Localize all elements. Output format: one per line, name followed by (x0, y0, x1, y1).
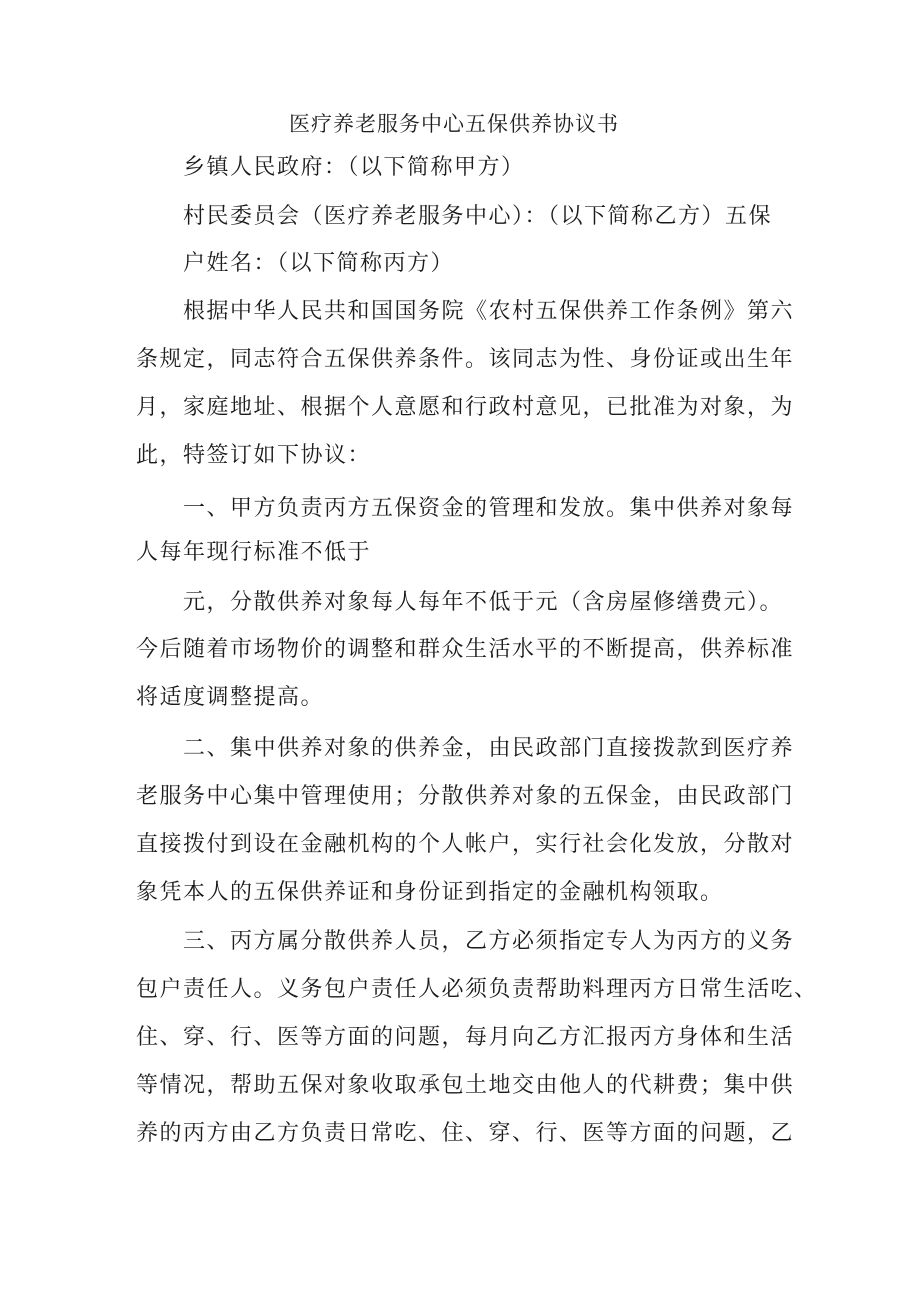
clause-3-line-3: 住、穿、行、医等方面的问题，每月向乙方汇报丙方身体和生活 (136, 1025, 795, 1050)
party-b-line: 村民委员会（医疗养老服务中心）：（以下简称乙方）五保 (183, 204, 773, 229)
clause-2-line-1: 二、集中供养对象的供养金，由民政部门直接拨款到医疗养 (183, 736, 795, 761)
clause-1-line-1: 一、甲方负责丙方五保资金的管理和发放。集中供养对象每 (183, 496, 795, 521)
preamble-line-4: 此，特签订如下协议： (136, 443, 372, 468)
clause-1-line-5: 将适度调整提高。 (136, 685, 325, 710)
preamble-line-1: 根据中华人民共和国国务院《农村五保供养工作条例》第六 (183, 299, 795, 324)
clause-1-line-4: 今后随着市场物价的调整和群众生活水平的不断提高，供养标准 (136, 637, 795, 662)
preamble-line-2: 条规定，同志符合五保供养条件。该同志为性、身份证或出生年 (136, 347, 795, 372)
clause-3-line-4: 等情况，帮助五保对象收取承包土地交由他人的代耕费；集中供 (136, 1073, 795, 1098)
preamble-line-3: 月，家庭地址、根据个人意愿和行政村意见，已批准为对象，为 (136, 395, 795, 420)
document-title: 医疗养老服务中心五保供养协议书 (289, 112, 619, 136)
clause-2-line-3: 直接拨付到设在金融机构的个人帐户，实行社会化发放，分散对 (136, 832, 795, 857)
clause-3-line-2: 包户责任人。义务包户责任人必须负责帮助料理丙方日常生活吃、 (136, 977, 818, 1002)
clause-2-line-2: 老服务中心集中管理使用；分散供养对象的五保金，由民政部门 (136, 784, 795, 809)
clause-3-line-5: 养的丙方由乙方负责日常吃、住、穿、行、医等方面的问题，乙 (136, 1121, 795, 1146)
clause-1-line-3: 元，分散供养对象每人每年不低于元（含房屋修缮费元）。 (183, 590, 784, 615)
clause-3-line-1: 三、丙方属分散供养人员，乙方必须指定专人为丙方的义务 (183, 929, 795, 954)
clause-1-line-2: 人每年现行标准不低于 (136, 540, 372, 565)
party-a-line: 乡镇人民政府：（以下简称甲方） (183, 155, 525, 180)
party-c-line: 户姓名：（以下简称丙方） (183, 251, 455, 276)
clause-2-line-4: 象凭本人的五保供养证和身份证到指定的金融机构领取。 (136, 880, 724, 905)
